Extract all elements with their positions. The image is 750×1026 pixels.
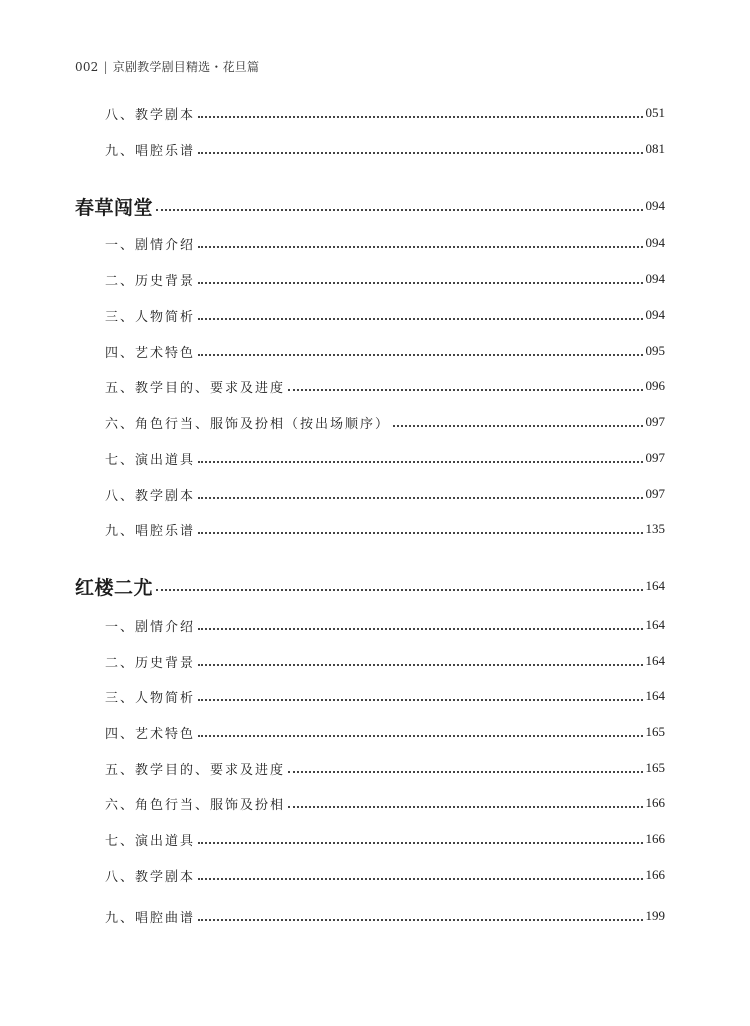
dot-leader xyxy=(198,627,642,630)
toc-entry-title: 六、角色行当、服饰及扮相（按出场顺序） xyxy=(105,416,391,432)
dot-leader xyxy=(198,531,642,534)
toc-entry[interactable] xyxy=(105,721,665,743)
toc-entry[interactable] xyxy=(105,411,665,433)
toc-entry-page: 165 xyxy=(645,760,665,775)
toc-entry-page: 165 xyxy=(645,724,665,739)
toc-entry[interactable] xyxy=(105,650,665,672)
dot-leader xyxy=(198,151,642,154)
dot-leader xyxy=(198,317,642,320)
toc-entry-page: 166 xyxy=(645,867,665,882)
toc-entry-title: 四、艺术特色 xyxy=(105,726,196,742)
dot-leader xyxy=(198,460,642,463)
toc-entry[interactable] xyxy=(105,304,665,326)
toc-entry-page: 097 xyxy=(645,486,665,501)
toc-entry-page: 096 xyxy=(645,378,665,393)
toc-entry-title: 七、演出道具 xyxy=(105,452,196,468)
toc-entry-page: 094 xyxy=(645,271,665,286)
toc-entry[interactable] xyxy=(105,138,665,160)
toc-entry-page: 164 xyxy=(645,617,665,632)
toc-entry-title: 二、历史背景 xyxy=(105,273,196,289)
toc-entry[interactable] xyxy=(105,102,665,124)
toc-entry-title: 五、教学目的、要求及进度 xyxy=(105,762,286,778)
toc-section-page: 164 xyxy=(645,578,665,593)
toc-entry-title: 九、唱腔乐谱 xyxy=(105,523,196,539)
toc-entry-page: 094 xyxy=(645,307,665,322)
dot-leader xyxy=(156,588,642,591)
toc-entry[interactable] xyxy=(105,518,665,540)
toc-entry[interactable] xyxy=(105,447,665,469)
dot-leader xyxy=(198,496,642,499)
toc-entry[interactable] xyxy=(105,828,665,850)
toc-entry-title: 六、角色行当、服饰及扮相 xyxy=(105,797,286,813)
toc-section-title: 红楼二尤 xyxy=(75,576,154,599)
toc-entry-title: 一、剧情介绍 xyxy=(105,237,196,253)
toc-section-page: 094 xyxy=(645,198,665,213)
toc-entry[interactable] xyxy=(105,905,665,927)
dot-leader xyxy=(198,245,642,248)
dot-leader xyxy=(198,698,642,701)
dot-leader xyxy=(198,918,642,921)
toc-entry[interactable] xyxy=(105,268,665,290)
dot-leader xyxy=(393,424,642,427)
toc-entry-title: 五、教学目的、要求及进度 xyxy=(105,380,286,396)
toc-entry-title: 四、艺术特色 xyxy=(105,345,196,361)
toc-entry[interactable] xyxy=(105,757,665,779)
header-separator: | xyxy=(103,60,108,74)
toc-entry-title: 九、唱腔曲谱 xyxy=(105,910,196,926)
toc-entry-page: 135 xyxy=(645,521,665,536)
toc-entry[interactable] xyxy=(105,375,665,397)
toc-entry-title: 七、演出道具 xyxy=(105,833,196,849)
toc-entry[interactable] xyxy=(105,864,665,886)
dot-leader xyxy=(156,208,642,211)
dot-leader xyxy=(198,115,642,118)
toc-entry[interactable] xyxy=(105,614,665,636)
toc-entry-title: 九、唱腔乐谱 xyxy=(105,143,196,159)
toc-entry-page: 097 xyxy=(645,450,665,465)
dot-leader xyxy=(198,353,642,356)
toc-entry[interactable] xyxy=(105,232,665,254)
dot-leader xyxy=(198,877,642,880)
toc-section-heading[interactable] xyxy=(75,575,665,597)
toc-entry-page: 166 xyxy=(645,831,665,846)
dot-leader xyxy=(198,663,642,666)
toc-entry-page: 095 xyxy=(645,343,665,358)
toc-entry-title: 二、历史背景 xyxy=(105,655,196,671)
running-header xyxy=(75,58,259,75)
toc-entry-title: 一、剧情介绍 xyxy=(105,619,196,635)
toc-entry-title: 三、人物简析 xyxy=(105,309,196,325)
toc-entry[interactable] xyxy=(105,792,665,814)
toc-entry-page: 166 xyxy=(645,795,665,810)
toc-section-heading[interactable] xyxy=(75,195,665,217)
toc-entry-title: 八、教学剧本 xyxy=(105,488,196,504)
dot-leader xyxy=(288,770,642,773)
toc-entry[interactable] xyxy=(105,685,665,707)
toc-entry-page: 051 xyxy=(645,105,665,120)
toc-entry-page: 094 xyxy=(645,235,665,250)
toc-entry[interactable] xyxy=(105,340,665,362)
dot-leader xyxy=(198,281,642,284)
header-book-title: 京剧教学剧目精选・花旦篇 xyxy=(112,60,260,74)
toc-entry-title: 八、教学剧本 xyxy=(105,869,196,885)
toc-entry-page: 097 xyxy=(645,414,665,429)
toc-entry-page: 199 xyxy=(645,908,665,923)
toc-entry-page: 164 xyxy=(645,653,665,668)
toc-entry-page: 164 xyxy=(645,688,665,703)
toc-section-title: 春草闯堂 xyxy=(75,196,154,219)
toc-entry-page: 081 xyxy=(645,141,665,156)
header-page-number: 002 xyxy=(75,60,99,74)
toc-entry-title: 三、人物简析 xyxy=(105,690,196,706)
toc-entry-title: 八、教学剧本 xyxy=(105,107,196,123)
toc-entry[interactable] xyxy=(105,483,665,505)
dot-leader xyxy=(198,734,642,737)
dot-leader xyxy=(198,841,642,844)
dot-leader xyxy=(288,388,642,391)
dot-leader xyxy=(288,805,642,808)
